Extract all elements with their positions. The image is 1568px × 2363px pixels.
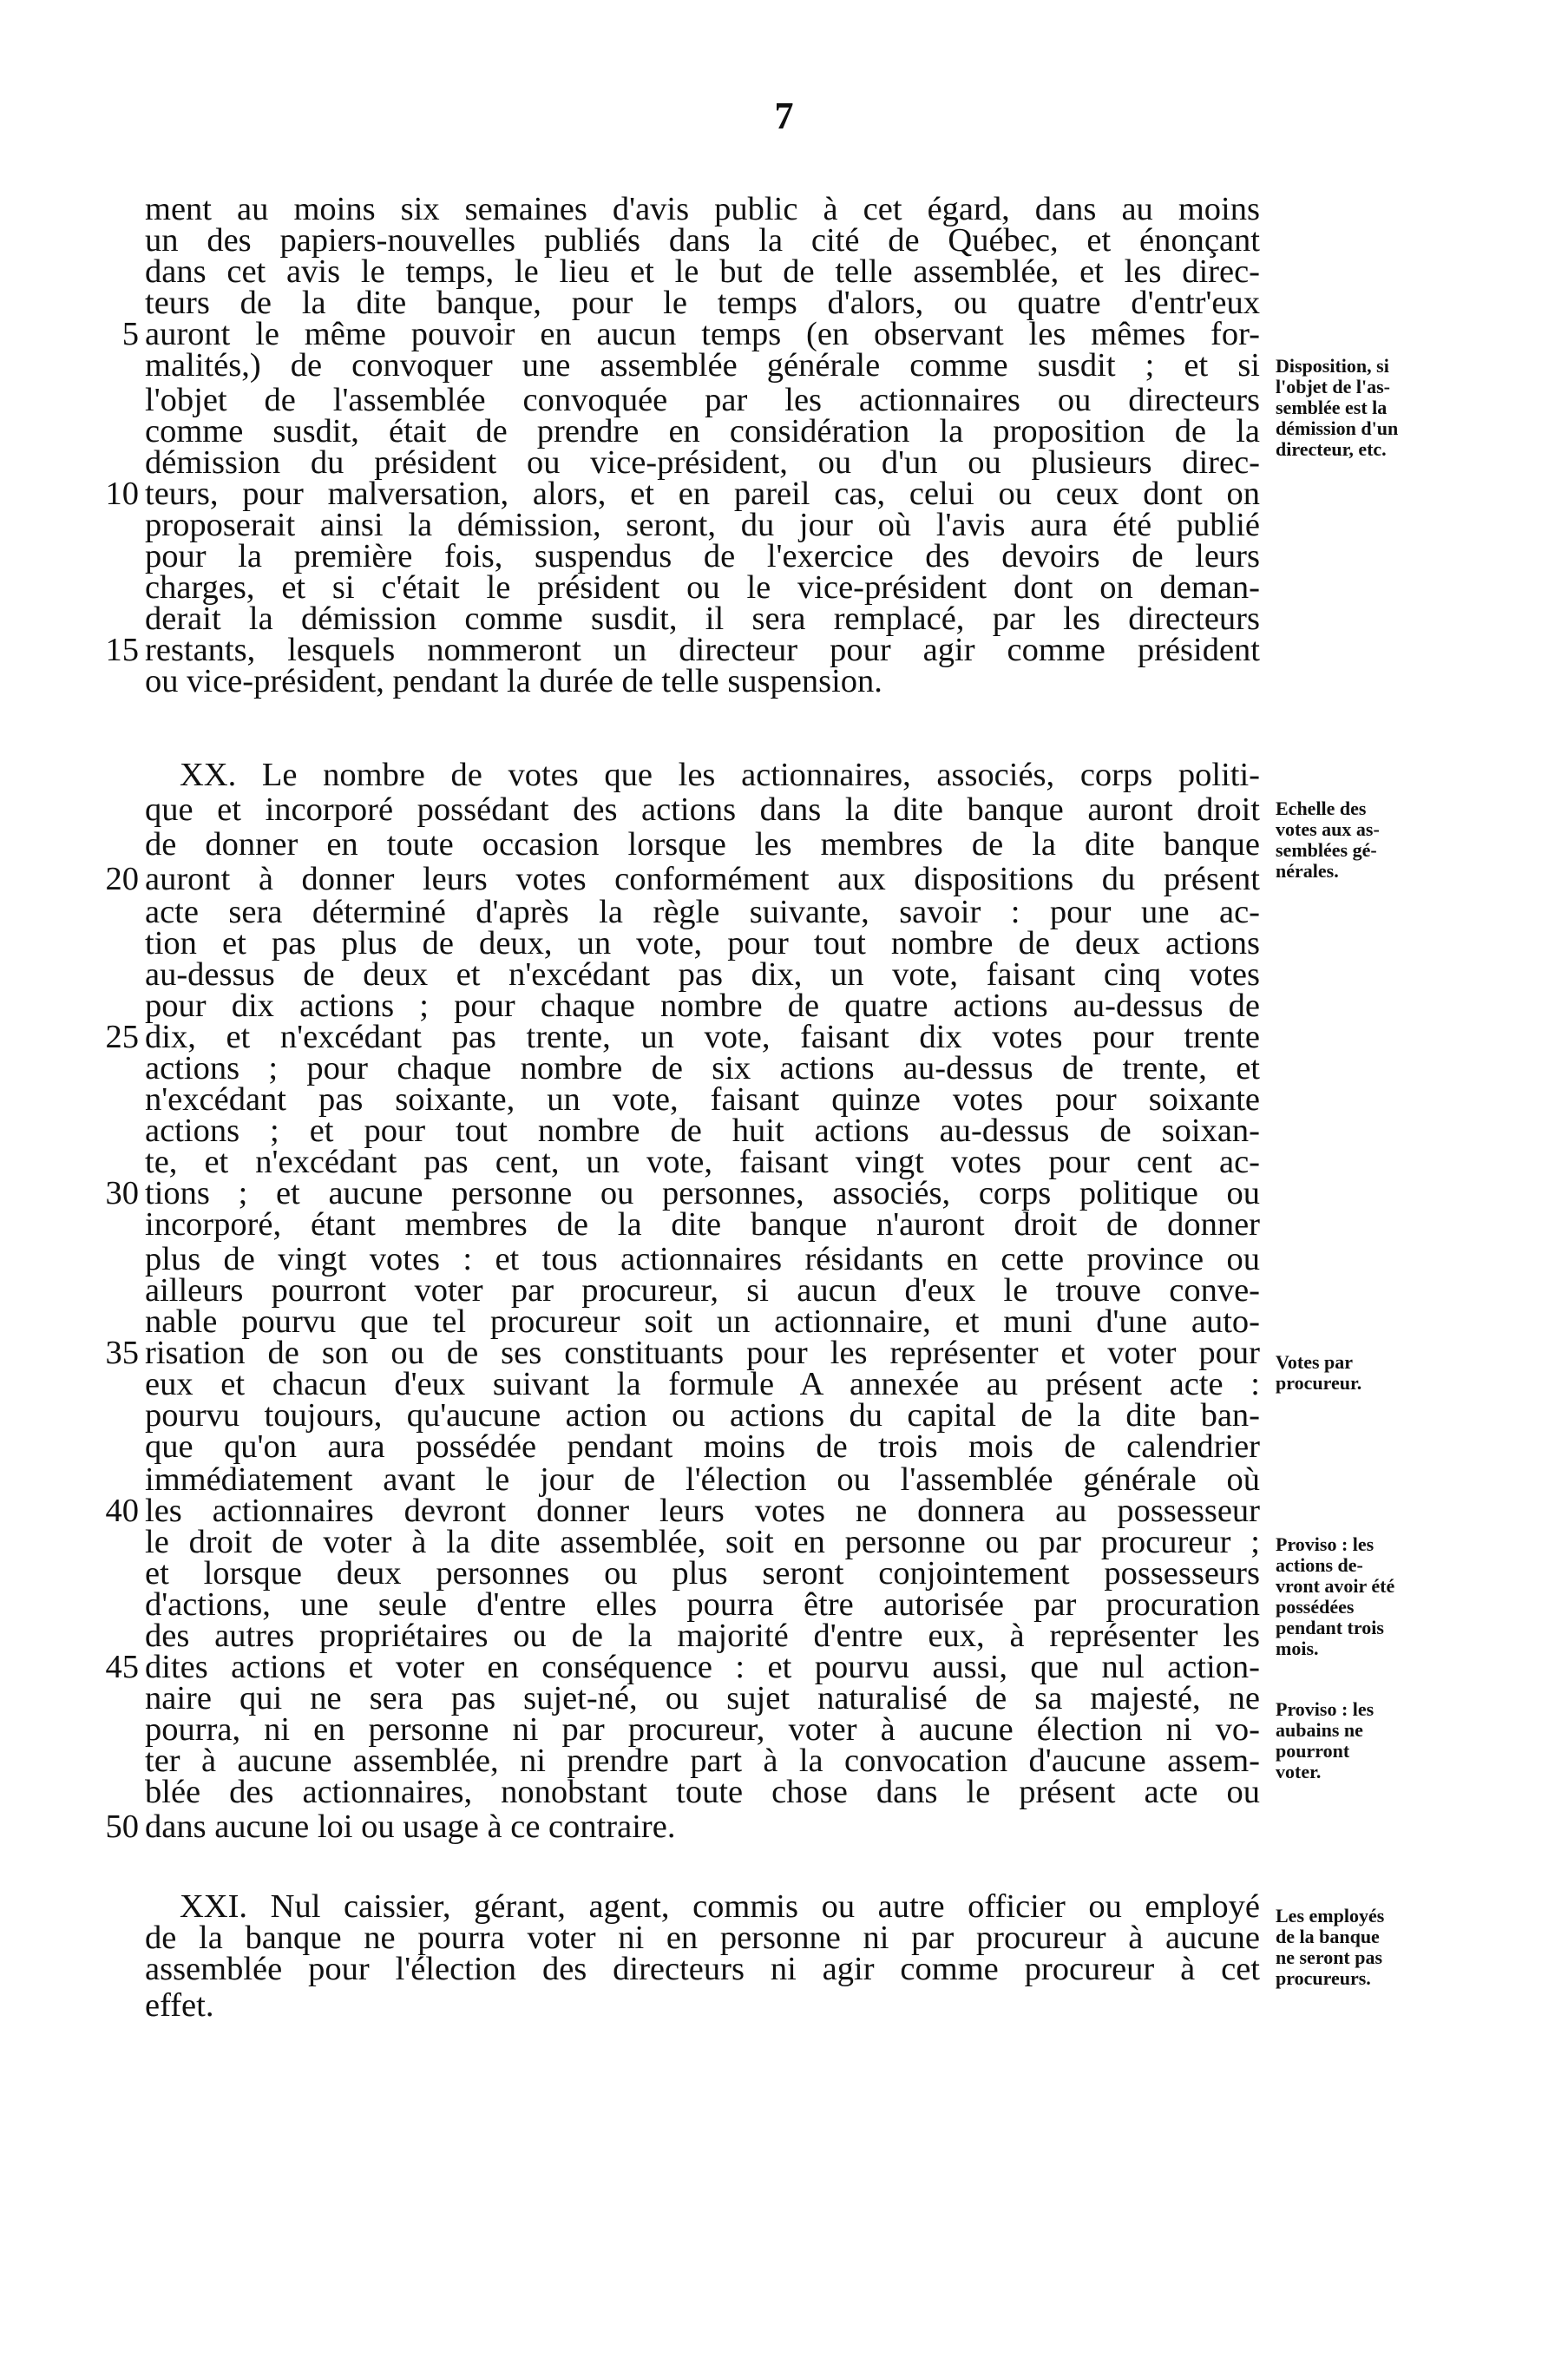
text-line: teurs de la dite banque, pour le temps d'alors, ou quatre d'entr'eux bbox=[145, 285, 1260, 321]
text-line: teurs, pour malversation, alors, et en pareil cas, celui ou ceux dont on bbox=[145, 476, 1260, 512]
margin-note-line: Proviso : les bbox=[1276, 1533, 1374, 1555]
margin-note-line: pendant trois bbox=[1276, 1617, 1384, 1638]
margin-note bbox=[1276, 1906, 1562, 1989]
text-line: d'actions, une seule d'entre elles pourra être autorisée par procuration bbox=[145, 1586, 1260, 1623]
margin-note-line: ne seront pas bbox=[1276, 1946, 1383, 1968]
margin-note-line: procureurs. bbox=[1276, 1967, 1371, 1989]
margin-note-line: voter. bbox=[1276, 1761, 1322, 1782]
text-line: incorporé, étant membres de la dite banque n'auront droit de donner bbox=[145, 1206, 1260, 1243]
text-line: assemblée pour l'élection des directeurs ni agir comme procureur à cet bbox=[145, 1951, 1260, 1987]
margin-note-line: l'objet de l'as- bbox=[1276, 376, 1390, 397]
text-line: dix, et n'excédant pas trente, un vote, faisant dix votes pour trente bbox=[145, 1019, 1260, 1055]
text-line: dites actions et voter en conséquence : et pourvu aussi, que nul action- bbox=[145, 1649, 1260, 1685]
text-line: les actionnaires devront donner leurs votes ne donnera au possesseur bbox=[145, 1493, 1260, 1529]
text-line: comme susdit, était de prendre en considération la proposition de la bbox=[145, 413, 1260, 450]
line-number: 40 bbox=[105, 1493, 139, 1529]
text-line: restants, lesquels nommeront un directeur pour agir comme président bbox=[145, 632, 1260, 668]
margin-note-line: vront avoir été bbox=[1276, 1575, 1395, 1597]
text-line: nable pourvu que tel procureur soit un actionnaire, et muni d'une auto- bbox=[145, 1303, 1260, 1340]
text-line: pourra, ni en personne ni par procureur, voter à aucune élection ni vo- bbox=[145, 1711, 1260, 1748]
margin-note-line: Proviso : les bbox=[1276, 1698, 1374, 1720]
text-line: risation de son ou de ses constituants pour les représenter et voter pour bbox=[145, 1335, 1260, 1371]
text-line: blée des actionnaires, nonobstant toute chose dans le présent acte ou bbox=[145, 1774, 1260, 1810]
margin-note-line: possédées bbox=[1276, 1596, 1355, 1618]
margin-note-line: pourront bbox=[1276, 1740, 1350, 1762]
text-line: effet. bbox=[145, 1987, 214, 2024]
text-line: XXI. Nul caissier, gérant, agent, commis ou autre officier ou employé bbox=[180, 1888, 1260, 1925]
margin-note-line: actions de- bbox=[1276, 1554, 1363, 1576]
text-line: naire qui ne sera pas sujet-né, ou sujet naturalisé de sa majesté, ne bbox=[145, 1680, 1260, 1716]
line-number: 10 bbox=[105, 476, 139, 512]
margin-note-line: démission d'un bbox=[1276, 417, 1399, 439]
margin-note-line: procureur. bbox=[1276, 1372, 1362, 1394]
text-line: et lorsque deux personnes ou plus seront conjointement possesseurs bbox=[145, 1555, 1260, 1592]
line-number: 50 bbox=[105, 1808, 139, 1845]
margin-note-line: semblée est la bbox=[1276, 397, 1388, 418]
text-line: dans cet avis le temps, le lieu et le but de telle assemblée, et les direc- bbox=[145, 253, 1260, 290]
text-line: ment au moins six semaines d'avis public à cet égard, dans au moins bbox=[145, 191, 1260, 227]
margin-note-line: Votes par bbox=[1276, 1351, 1354, 1373]
line-number: 20 bbox=[105, 861, 139, 897]
text-line: ter à aucune assemblée, ni prendre part à la convocation d'aucune assem- bbox=[145, 1743, 1260, 1779]
margin-note-line: Echelle des bbox=[1276, 798, 1367, 819]
text-line: acte sera déterminé d'après la règle suivante, savoir : pour une ac- bbox=[145, 894, 1260, 930]
text-line: te, et n'excédant pas cent, un vote, faisant vingt votes pour cent ac- bbox=[145, 1144, 1260, 1180]
margin-note bbox=[1276, 1352, 1562, 1394]
text-line: dans aucune loi ou usage à ce contraire. bbox=[145, 1808, 676, 1845]
text-line: tions ; et aucune personne ou personnes, associés, corps politique ou bbox=[145, 1175, 1260, 1211]
text-line: n'excédant pas soixante, un vote, faisant quinze votes pour soixante bbox=[145, 1081, 1260, 1118]
text-line: pour la première fois, suspendus de l'exercice des devoirs de leurs bbox=[145, 538, 1260, 574]
text-line: derait la démission comme susdit, il sera remplacé, par les directeurs bbox=[145, 601, 1260, 637]
text-line: malités,) de convoquer une assemblée générale comme susdit ; et si bbox=[145, 347, 1260, 384]
text-line: plus de vingt votes : et tous actionnaires résidants en cette province ou bbox=[145, 1241, 1260, 1277]
margin-note-line: aubains ne bbox=[1276, 1719, 1363, 1741]
line-number: 25 bbox=[105, 1019, 139, 1055]
margin-note-line: Disposition, si bbox=[1276, 355, 1389, 377]
text-line: de donner en toute occasion lorsque les membres de la dite banque bbox=[145, 826, 1260, 863]
text-line: tion et pas plus de deux, un vote, pour tout nombre de deux actions bbox=[145, 925, 1260, 962]
margin-note-line: mois. bbox=[1276, 1638, 1319, 1659]
text-line: actions ; et pour tout nombre de huit actions au-dessus de soixan- bbox=[145, 1113, 1260, 1149]
margin-note bbox=[1276, 356, 1562, 460]
margin-note-line: de la banque bbox=[1276, 1926, 1380, 1947]
text-line: eux et chacun d'eux suivant la formule A annexée au présent acte : bbox=[145, 1366, 1260, 1402]
margin-note bbox=[1276, 1699, 1562, 1782]
text-line: démission du président ou vice-président, ou d'un ou plusieurs direc- bbox=[145, 444, 1260, 481]
text-line: ou vice-président, pendant la durée de telle suspension. bbox=[145, 663, 882, 699]
margin-note-line: votes aux as- bbox=[1276, 818, 1380, 840]
line-number: 15 bbox=[105, 632, 139, 668]
text-line: charges, et si c'était le président ou le vice-président dont on deman- bbox=[145, 569, 1260, 606]
text-line: que et incorporé possédant des actions dans la dite banque auront droit bbox=[145, 791, 1260, 828]
line-number: 45 bbox=[105, 1649, 139, 1685]
text-line: immédiatement avant le jour de l'élection ou l'assemblée générale où bbox=[145, 1461, 1260, 1498]
text-line: que qu'on aura possédée pendant moins de trois mois de calendrier bbox=[145, 1428, 1260, 1465]
margin-note-line: semblées gé- bbox=[1276, 839, 1377, 861]
margin-note-line: directeur, etc. bbox=[1276, 438, 1387, 460]
text-line: de la banque ne pourra voter ni en personne ni par procureur à aucune bbox=[145, 1920, 1260, 1956]
text-line: un des papiers-nouvelles publiés dans la cité de Québec, et énonçant bbox=[145, 222, 1260, 259]
text-line: proposerait ainsi la démission, seront, du jour où l'avis aura été publié bbox=[145, 507, 1260, 543]
text-line: pourvu toujours, qu'aucune action ou actions du capital de la dite ban- bbox=[145, 1397, 1260, 1434]
text-line: le droit de voter à la dite assemblée, soit en personne ou par procureur ; bbox=[145, 1524, 1260, 1560]
text-line: l'objet de l'assemblée convoquée par les actionnaires ou directeurs bbox=[145, 382, 1260, 418]
line-number: 35 bbox=[105, 1335, 139, 1371]
text-line: XX. Le nombre de votes que les actionnaires, associés, corps politi- bbox=[180, 757, 1260, 793]
text-line: auront à donner leurs votes conformément aux dispositions du présent bbox=[145, 861, 1260, 897]
margin-note-line: Les employés bbox=[1276, 1905, 1385, 1927]
page-number: 7 bbox=[774, 95, 794, 137]
margin-note bbox=[1276, 1534, 1562, 1659]
text-line: ailleurs pourront voter par procureur, si aucun d'eux le trouve conve- bbox=[145, 1272, 1260, 1309]
line-number: 30 bbox=[105, 1175, 139, 1211]
text-line: actions ; pour chaque nombre de six actions au-dessus de trente, et bbox=[145, 1050, 1260, 1086]
text-line: pour dix actions ; pour chaque nombre de quatre actions au-dessus de bbox=[145, 988, 1260, 1024]
text-line: des autres propriétaires ou de la majorité d'entre eux, à représenter les bbox=[145, 1618, 1260, 1654]
text-line: au-dessus de deux et n'excédant pas dix, un vote, faisant cinq votes bbox=[145, 956, 1260, 993]
margin-note bbox=[1276, 798, 1562, 882]
margin-note-line: nérales. bbox=[1276, 860, 1339, 882]
text-line: auront le même pouvoir en aucun temps (en observant les mêmes for- bbox=[145, 316, 1260, 352]
line-number: 5 bbox=[121, 316, 139, 352]
